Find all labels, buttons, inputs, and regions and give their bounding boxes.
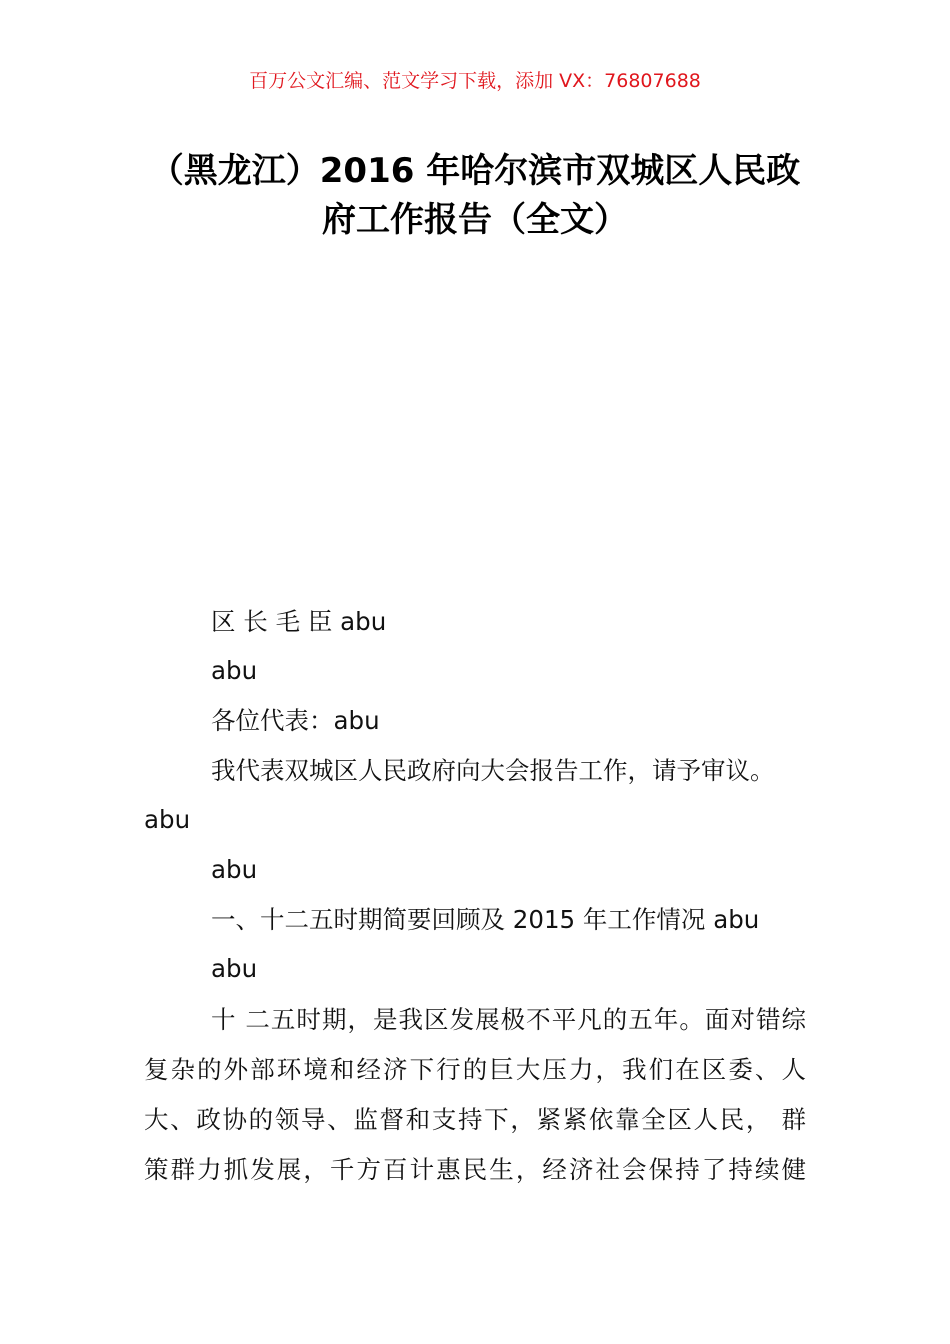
paragraph-line: 大、政协的领导、监督和支持下，紧紧依靠全区人民， 群 — [144, 1105, 806, 1134]
header-watermark: 百万公文汇编、范文学习下载，添加 VX：76807688 — [249, 70, 701, 92]
document-title-line-2: 府工作报告（全文） — [322, 200, 628, 240]
paragraph-line: 十 二五时期，是我区发展极不平凡的五年。面对错综 — [211, 1005, 806, 1034]
body-line: abu — [211, 954, 258, 983]
document-title-line-1: （黑龙江）2016 年哈尔滨市双城区人民政 — [149, 151, 801, 191]
paragraph-line: 复杂的外部环境和经济下行的巨大压力，我们在区委、人 — [144, 1055, 806, 1084]
paragraph-line: 策群力抓发展，千方百计惠民生，经济社会保持了持续健 — [144, 1155, 806, 1184]
section-heading: 一、十二五时期简要回顾及 2015 年工作情况 abu — [211, 905, 760, 934]
salutation: 各位代表：abu — [211, 706, 380, 735]
body-line: abu — [211, 656, 258, 685]
body-line: 我代表双城区人民政府向大会报告工作，请予审议。 — [211, 756, 775, 785]
body-line: abu — [211, 855, 258, 884]
speaker-line: 区 长 毛 臣 abu — [211, 607, 387, 636]
body-line: abu — [144, 805, 191, 834]
